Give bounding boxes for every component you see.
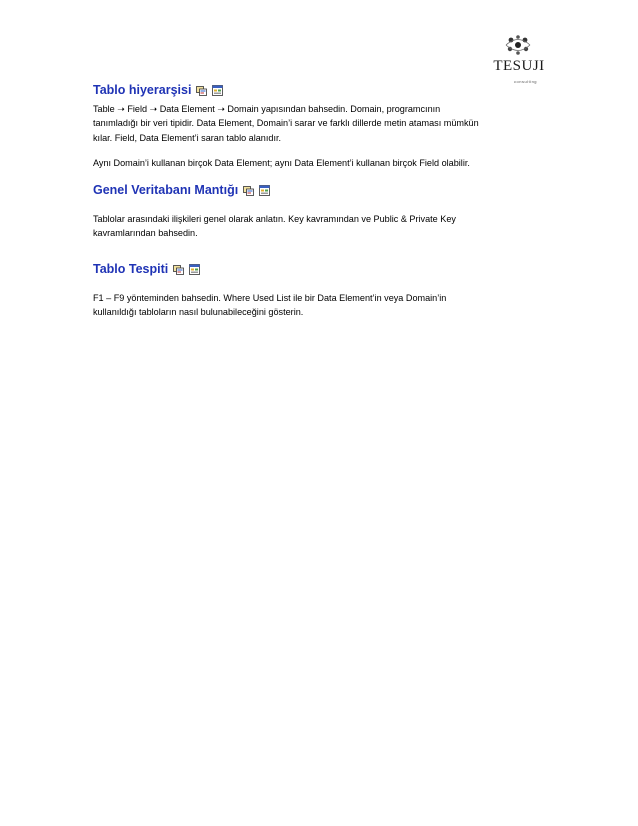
section-heading [93,261,553,277]
arrow-right-icon: ➝ [217,104,225,114]
text-line: tanımladığı bir veri tipidir. Data Element, Domain’i sarar ve farklı dillerde metin ataması mümkün [93,118,479,129]
text-table: Table [93,104,115,114]
logo-tagline: consulting [514,79,538,84]
text-line: kullanıldığı tabloların nasıl bulunabileceğini gösterin. [93,307,304,318]
arrow-right-icon: ➝ [149,104,158,114]
text-line: kılar. Field, Data Element’i saran tablo alanıdır. [93,132,282,143]
transaction-icon [212,85,223,96]
text-line: F1 – F9 yönteminden bahsedin. Where Used List ile bir Data Element’in veya Domain’in [93,293,447,303]
sap-gui-icon [173,264,184,275]
section-tablo-tespiti [93,261,553,320]
paragraph-hierarchy [93,102,553,145]
text-domain: Domain yapısından bahsedin. Domain, programcının [227,104,441,114]
heading-icons [173,264,200,275]
section-title: Tablo hiyerarşisi [93,83,192,97]
sap-gui-icon [196,85,207,96]
logo-wordmark: TESUJI [493,58,545,74]
text-data-element: Data Element [159,104,215,114]
heading-icons [243,185,270,196]
paragraph-db-logic [93,212,553,241]
heading-icons [196,85,223,96]
section-title: Tablo Tespiti [93,262,169,276]
paragraph-domain-usage: Aynı Domain’i kullanan birçok Data Element; aynı Data Element’i kullanan birçok Field olabilir. [93,158,470,169]
transaction-icon [189,264,200,275]
section-genel-veritabani-mantigi [93,182,553,241]
text-line: kavramlarından bahsedin. [93,228,198,239]
arrow-right-icon: ➝ [117,104,125,114]
paragraph-table-detection [93,291,553,320]
sap-gui-icon [243,185,254,196]
section-tablo-hiyerarsisi [93,82,553,171]
text-line: Tablolar arasındaki ilişkileri genel olarak anlatın. Key kavramından ve Public & Private Key [93,214,456,224]
text-field: Field [127,104,148,114]
section-title: Genel Veritabanı Mantığı [93,183,239,197]
section-heading [93,82,553,98]
logo-emblem [502,34,534,58]
transaction-icon [259,185,270,196]
section-heading [93,182,553,198]
